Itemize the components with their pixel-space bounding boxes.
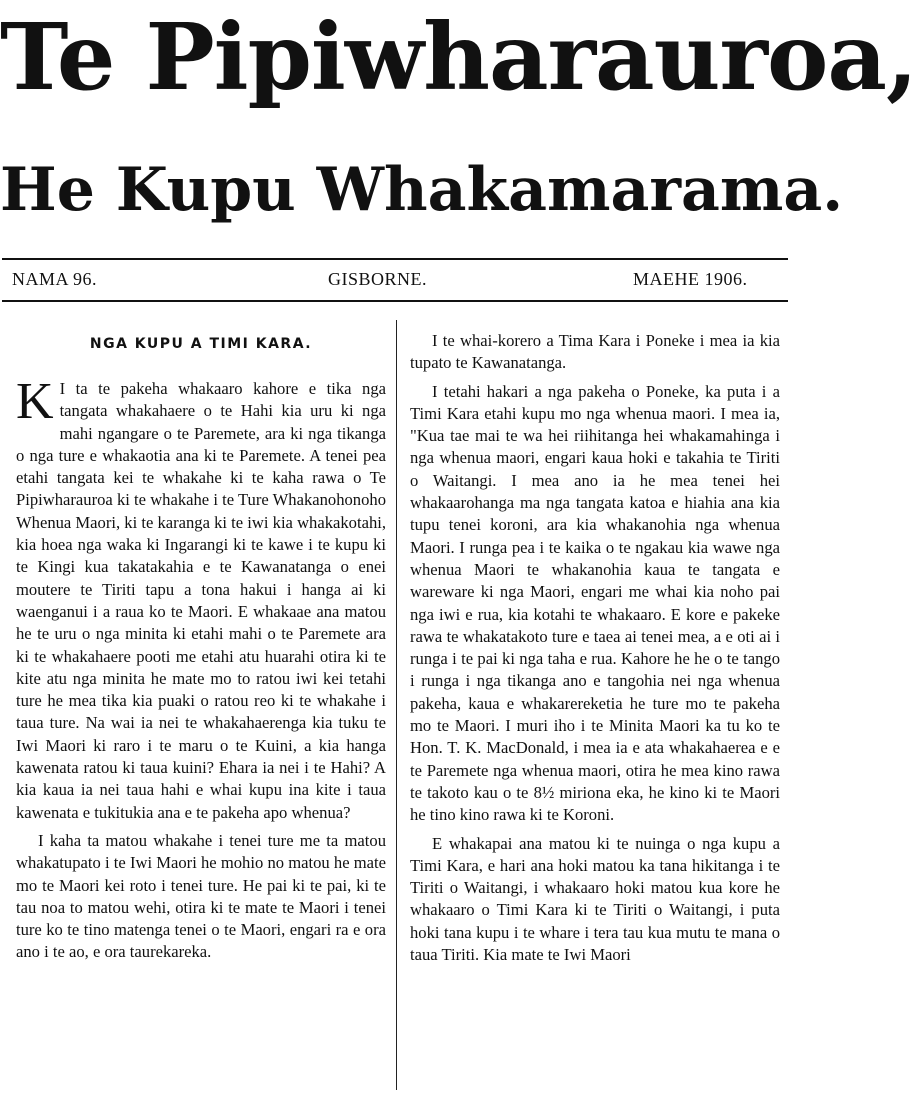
article-paragraph-5: E whakapai ana matou ki te nuinga o nga kupu a Timi Kara, e hari ana hoki matou ka tana hikitanga i te Tiriti o Waitangi, i whakaaro hoki matou kua kore he whakaaro o Timi Kara ki te Tiriti o Waitangi, i puta hoki tana kupu i te whare i tera tau kua mutu te mana o taua Tiriti. Kia mate te Iwi Maori [410,833,780,965]
dateline-bottom-rule [2,300,788,302]
article-paragraph-2: I kaha ta matou whakahe i tenei ture me ta matou whakatupato i te Iwi Maori he mohio no matou he mate mo te Maori kei roto i tenei ture. He pai ki te pai, ki te tau noa to matou wehi, otira ki te mate te Maori i tenei ture ko te tino matenga tenei o te Maori, engari ra e ora ano i te ao, e ora taurekareka. [16,830,386,962]
left-column [16,330,386,964]
issue-number: NAMA 96. [12,269,98,289]
article-heading: NGA KUPU A TIMI KARA. [89,336,313,352]
masthead-subtitle: He Kupu Whakamarama. [0,155,844,225]
dateline-top-rule [2,258,788,260]
publication-place: GISBORNE. [328,269,428,289]
article-paragraph-3: I te whai-korero a Tima Kara i Poneke i mea ia kia tupato te Kawanatanga. [410,331,780,373]
column-divider [396,320,397,1090]
article-paragraph-1 [16,373,387,824]
drop-cap: K [16,373,54,430]
paragraph-1-text: I ta te pakeha whakaaro kahore e tika nga tangata whakahaere o te Hahi kia uru ki nga mahi ngangare o te Paremete, ara ki nga tikanga o nga ture e whakaotia ana ki te Paremete. A tenei pea etahi tangata kei te whakahe ki te kaha rawa o Te Pipiwharauroa ki te whakahe i te Ture Whakanohonoho Whenua Maori, ki te karanga ki te iwi kia whakakotahi, kia hoea nga waka ki Ingarangi ki te kawe i te kupu ki te Kingi kua takatakahia e te Kawanatanga o enei moutere te Tiriti tapu a tona hakui i hanga ai ki waenganui i a raua ko te Maori. E whakaae ana matou he te uru o nga minita ki etahi mahi o te Paremete ara ki te whakahaere pooti me etahi atu huarahi otira ki te kite atu nga minita he mate mo to ratou iwi kei tetahi ture he mea tika kia puaki o ratou reo ki te whakahe i taua ture. Na wai ia nei te whakahaerenga kia tuku te Iwi Maori ki raro i te maru o te Kuini, a kia hanga kawenata ratou ki taua kuini? Ehara ia nei i te Hahi? A kia kaua ia nei taua hahi e whai kupu ina kite i taua kawenata e tukitukia ana e te pakeha apo whenua? [16,379,387,822]
article-paragraph-4: I tetahi hakari a nga pakeha o Poneke, ka puta i a Timi Kara etahi kupu mo nga whenua maori. I mea ia, "Kua tae mai te wa hei riihitanga hei whakamahinga i nga whenua maori, engari kaua hoki e takahia te Tiriti o Waitangi. I mea ano ia he mea tenei hei whakaarohanga ma nga tangata katoa e hiahia ana kia tupu tenei koroni, ara kia whakanohia nga whenua Maori. I runga pea i te kaika o te ngakau kia wawe nga whenua Maori te whakanohia kaua te tangata e wareware ki nga Maori, engari me whai kia noho pai nga iwi e rua, kia kotahi te whakaaro. E kore e pakeke rawa te whakatakoto ture e taea ai tenei mea, a e oti ai i runga i te pai ki nga taha e rua. Kahore he he o te tango i runga i nga tikanga ano e tangohia nei nga whenua pakeha, kaua e whakarereketia he ture mo te pakeha mo te Maori. I muri iho i te Minita Maori ka tu ko te Hon. T. K. MacDonald, i mea ia e ata whakahaerea e e te Paremete nga whenua maori, otira he mea kino rawa te takoto kau o te 8½ miriona eka, he kino ki te Maori he tino kino rawa ki te Koroni. [410,381,780,825]
masthead-title: Te Pipiwharauroa, [0,3,917,111]
right-column [410,330,780,966]
issue-date: MAEHE 1906. [633,269,748,289]
